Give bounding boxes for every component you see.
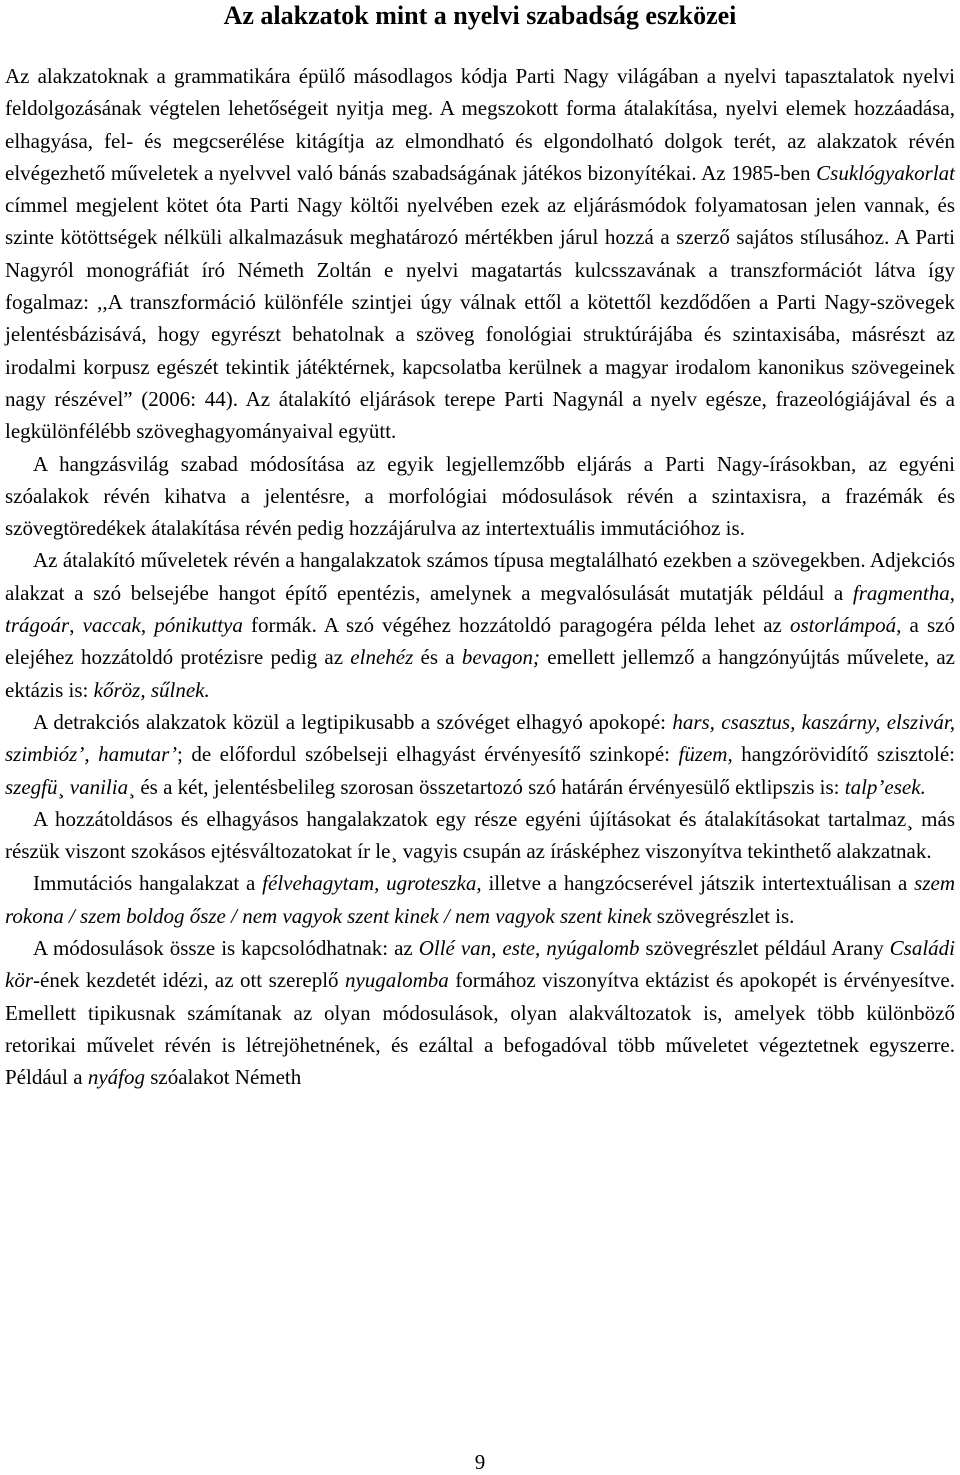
paragraph	[5, 867, 955, 932]
text-run: ,	[69, 613, 83, 638]
italic-text: szem rokona / szem boldog ősze / nem vagyok szent kinek / nem vagyok szent kinek	[5, 871, 955, 928]
paragraph	[5, 803, 955, 868]
italic-text: elnehéz	[350, 645, 414, 670]
italic-text: Ollé van, este, nyúgalomb	[418, 936, 640, 961]
text-run: szóalakot Németh	[144, 1065, 302, 1090]
text-run: emellett jellemző a hangzónyújtás művelete, az ektázis is:	[5, 645, 955, 702]
text-run: ,	[949, 580, 955, 605]
text-run: és a	[413, 645, 462, 670]
body-text	[5, 60, 955, 1094]
italic-text: nyáfog	[87, 1065, 145, 1090]
italic-text: fragmentha	[852, 580, 950, 605]
italic-text: trágoár	[5, 613, 70, 638]
italic-text: Családi kör	[5, 936, 956, 993]
text-run: -ének kezdetét idézi, az ott szereplő	[33, 968, 345, 993]
text-run: ¸	[57, 774, 70, 799]
italic-text: hars, csasztus, kaszárny, elszivár, szimbióz’, hamutar’	[5, 709, 955, 767]
text-run: , illetve a hangzócserével játszik intertextuálisan a	[476, 871, 915, 896]
paragraph	[5, 706, 955, 803]
italic-text: pónikuttya	[154, 613, 243, 638]
italic-text: szegfü	[5, 774, 58, 799]
page-title: Az alakzatok mint a nyelvi szabadság eszközei	[223, 1, 737, 30]
italic-text: füzem,	[678, 742, 733, 767]
italic-text: nyugalomba	[344, 968, 449, 993]
text-run: A módosulások össze is kapcsolódhatnak: az	[33, 936, 419, 961]
text-run: A hangzásvilág szabad módosítása az egyik legjellemzőbb eljárás a Parti Nagy-írásokban, az egyéni szóalakok révén kihatva a jelentésre, a morfológiai módosulások révén a szintaxisra, a frazémák és szövegtöredékek átalakítása révén pedig hozzájárulva az intertextuális immutációhoz is.	[5, 451, 955, 541]
italic-text: kőröz, sűlnek.	[93, 677, 210, 702]
text-run: ¸ és a két, jelentésbelileg szorosan összetartozó szó határán érvényesülő ektlipszis is:	[128, 774, 845, 799]
text-run: a szó elejéhez hozzátoldó protézisre pedig az	[5, 613, 955, 670]
italic-text: Csuklógyakorlat	[816, 160, 955, 185]
text-run: hangzórövidítő szisztolé:	[732, 742, 955, 767]
text-run: ,	[140, 613, 155, 638]
text-run: A hozzátoldásos és elhagyásos hangalakzatok egy része egyéni újításokat és átalakításokat tartalmaz¸ más részük viszont szokásos ejtésváltozatokat ír le¸ vagyis csupán az írásképhez viszonyítva tekinthető alakzatnak.	[5, 806, 955, 864]
paragraph	[5, 60, 955, 448]
text-run: szövegrészlet például Arany	[639, 936, 890, 961]
italic-text: félvehagytam, ugroteszka	[262, 871, 477, 896]
document-page	[5, 0, 955, 1094]
text-run: ; de előfordul szóbelseji elhagyást érvényesítő szinkopé:	[177, 742, 679, 767]
italic-text: ostorlámpoá,	[789, 613, 902, 638]
italic-text: vanilia	[69, 774, 129, 799]
paragraph	[5, 544, 955, 705]
italic-text: talp’esek.	[844, 774, 926, 799]
text-run: formához viszonyítva ektázist és apokopét is érvényesítve. Emellett tipikusnak számítanak az olyan módosulások, olyan alakváltozatok is, amelyek több különböző retorikai művelet révén is létrejöhetnének, és ezáltal a befogadóval több műveletet végeztetnek egyszerre. Például a	[5, 968, 955, 1090]
page-number: 9	[474, 1450, 486, 1474]
text-run: címmel megjelent kötet óta Parti Nagy költői nyelvében ezek az eljárásmódok folyamatosan jelen vannak, és szinte kötöttségek nélküli alkalmazásuk meghatározó mértékben járul hozzá a szerző sajátos stílusához. A Parti Nagyról monográfiát író Németh Zoltán e nyelvi magatartás kulcsszavának a transzformációt látva így fogalmaz: ,,A transzformáció különféle szintjei úgy válnak ettől a kötettől kezdődően a Parti Nagy-szövegek jelentésbázisává, hogy egyrészt behatolnak a szöveg fonológiai struktúrájába és szintaxisába, másrészt az irodalmi korpusz egészét tekintik játéktérnek, kapcsolatba kerülnek a magyar irodalom kanonikus szövegeinek nagy részével” (2006: 44). Az átalakító eljárások terepe Parti Nagynál a nyelv egésze, frazeológiájával és a legkülönfélébb szöveghagyományaival együtt.	[5, 193, 955, 444]
text-run: Immutációs hangalakzat a	[33, 871, 263, 896]
paragraph	[5, 932, 955, 1093]
paragraph	[5, 448, 955, 545]
text-run: Az alakzatoknak a grammatikára épülő másodlagos kódja Parti Nagy világában a nyelvi tapasztalatok nyelvi feldolgozásának végtelen lehetőségeit nyitja meg. A megszokott forma átalakítása, nyelvi elemek hozzáadása, elhagyása, fel- és megcserélése kitágítja az elmondható és elgondolható dolgok terét, az alakzatok révén elvégezhető műveletek a nyelvvel való bánás szabadságának játékos bizonyítékai. Az 1985-ben	[5, 64, 955, 185]
text-run: Az átalakító műveletek révén a hangalakzatok számos típusa megtalálható ezekben a szövegekben. Adjekciós alakzat a szó belsejébe hangot építő epentézis, amelynek a megvalósulását mutatják például a	[5, 548, 955, 605]
text-run: A detrakciós alakzatok közül a legtipikusabb a szóvéget elhagyó apokopé:	[33, 709, 673, 734]
italic-text: vaccak	[82, 613, 141, 638]
text-run: szövegrészlet is.	[651, 903, 795, 928]
italic-text: bevagon;	[461, 645, 541, 670]
text-run: formák. A szó végéhez hozzátoldó paragogéra példa lehet az	[242, 613, 790, 638]
